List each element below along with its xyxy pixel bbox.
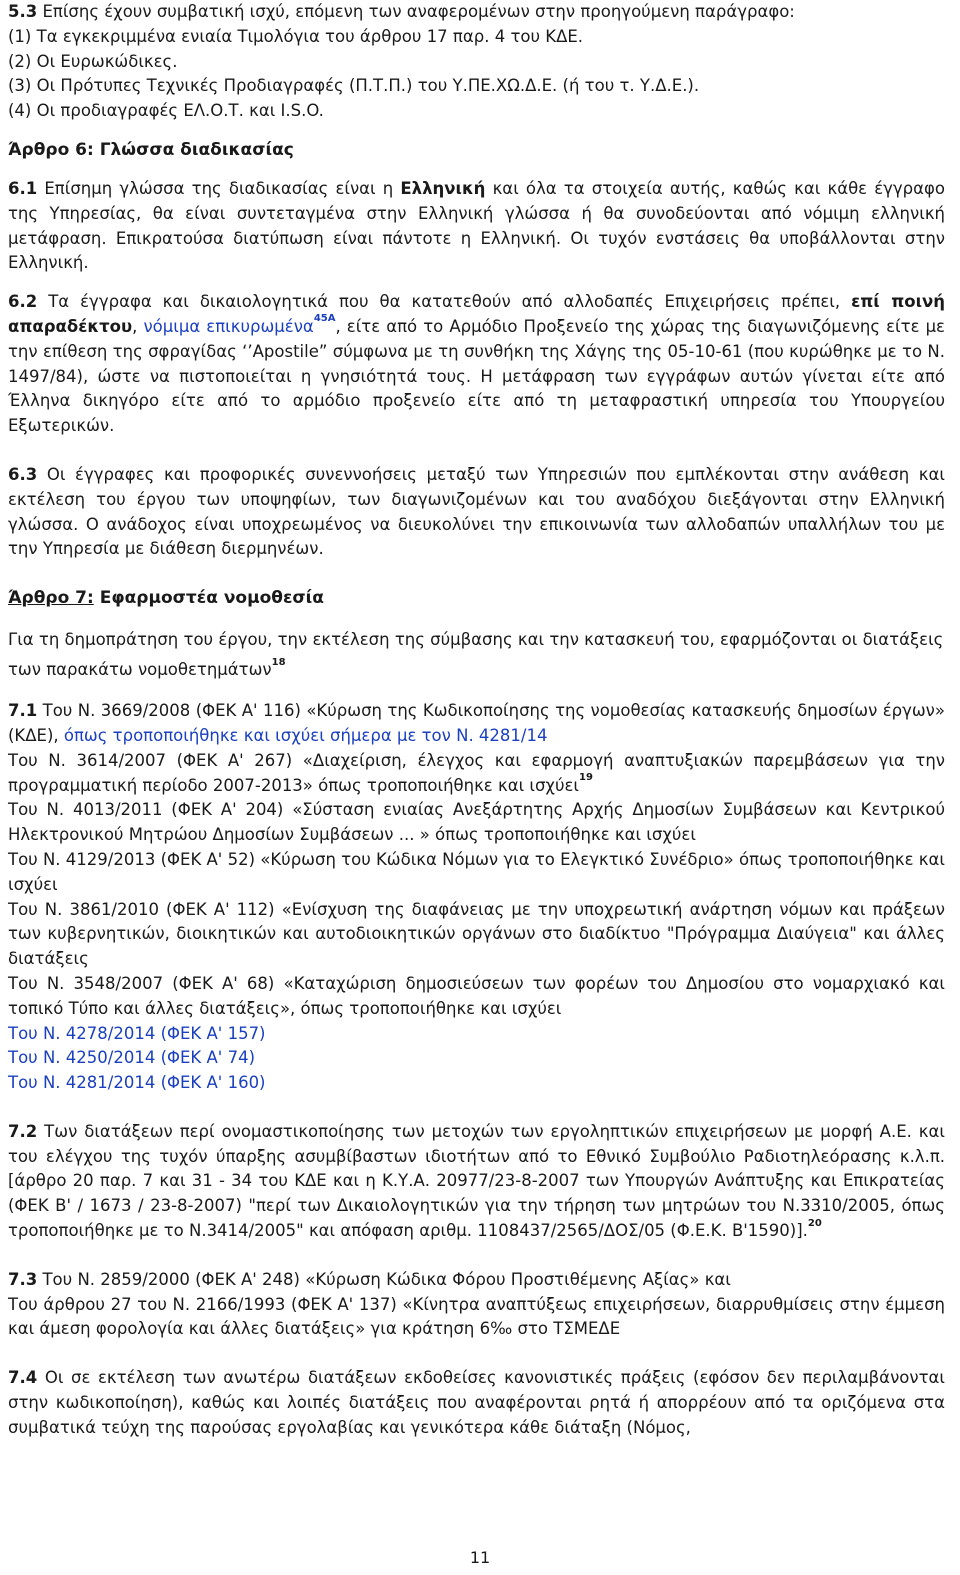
- paragraph-text: Επίσημη γλώσσα της διαδικασίας είναι η: [37, 178, 401, 198]
- paragraph-text: Του Ν. 2859/2000 (ΦΕΚ Α' 248) «Κύρωση Κώδικα Φόρου Προστιθέμενης Αξίας» και: [37, 1269, 731, 1289]
- law-text: Του Ν. 3548/2007 (ΦΕΚ Α' 68) «Καταχώριση δημοσιεύσεων των φορέων του Δημοσίου στο νομαρχιακό και τοπικό Τύπο και άλλες διατάξεις», όπως τροποποιήθηκε και ισχύει: [8, 973, 945, 1018]
- intro-list-item: (4) Οι προδιαγραφές ΕΛ.Ο.Τ. και I.S.O.: [8, 101, 324, 121]
- intro-list-item: (2) Οι Ευρωκώδικες.: [8, 51, 178, 71]
- section-number: 5.3: [8, 2, 38, 21]
- article-7-prefix: Άρθρο 7:: [8, 588, 94, 609]
- article-6-heading: [8, 138, 945, 163]
- article-7-title: Εφαρμοστέα νομοθεσία: [99, 588, 324, 609]
- paragraph-number: 7.3: [8, 1269, 38, 1289]
- footnote-ref[interactable]: 18: [271, 656, 286, 668]
- blue-law-item: Του Ν. 4281/2014 (ΦΕΚ Α' 160): [8, 1073, 266, 1093]
- law-list: [8, 749, 945, 1022]
- blue-law-list: [8, 1022, 945, 1096]
- paragraph-number: 6.2: [8, 292, 38, 312]
- bold-text: Ελληνική: [400, 178, 486, 198]
- paragraph-6-3: [8, 463, 945, 562]
- law-text: Του Ν. 4013/2011 (ΦΕΚ Α' 204) «Σύσταση ενιαίας Ανεξάρτητης Αρχής Δημοσίων Συμβάσεων και Κεντρικού Ηλεκτρονικού Μητρώου Δημοσίων Συμβάσεων ... » όπως τροποποιήθηκε και ισχύει: [8, 800, 945, 845]
- page-number: 11: [469, 1548, 491, 1567]
- paragraph-7-3: [8, 1268, 945, 1293]
- article-6-prefix: Άρθρο 6:: [8, 139, 94, 160]
- intro-list-item: (1) Τα εγκεκριμμένα ενιαία Τιμολόγια του άρθρου 17 παρ. 4 του ΚΔΕ.: [8, 26, 584, 46]
- paragraph-text: Οι σε εκτέλεση των ανωτέρω διατάξεων εκδοθείσες κανονιστικές πράξεις (εφόσον δεν περιλαμβάνονται στην κωδικοποίηση), καθώς και λοιπές διατάξεις που αναφέρονται ρητά ή απορρέουν από τα οριζόμενα στα συμβατικά τεύχη της παρούσας εργολαβίας και γενικότερα κάθε διάταξη (Νόμος,: [8, 1368, 945, 1437]
- footnote-ref[interactable]: 19: [579, 772, 593, 784]
- document-page: [8, 0, 945, 1441]
- article-6-title: Γλώσσα διαδικασίας: [99, 139, 294, 160]
- paragraph-7-2: [8, 1120, 945, 1244]
- paragraph-text: Τα έγγραφα και δικαιολογητικά που θα κατατεθούν από αλλοδαπές Επιχειρήσεις πρέπει,: [37, 292, 852, 312]
- footnote-ref[interactable]: 20: [807, 1217, 822, 1229]
- paragraph-7-4: [8, 1366, 945, 1440]
- footnote-ref[interactable]: 45Α: [313, 313, 336, 325]
- blue-highlight-text: όπως τροποποιήθηκε και ισχύει σήμερα με τον Ν. 4281/14: [63, 725, 548, 745]
- paragraph-6-2: [8, 290, 945, 439]
- paragraph-number: 7.2: [8, 1121, 38, 1141]
- intro-list-item: (3) Οι Πρότυπες Τεχνικές Προδιαγραφές (Π.Τ.Π.) του Υ.ΠΕ.ΧΩ.Δ.Ε. (ή του τ. Υ.Δ.Ε.).: [8, 76, 700, 96]
- law-item: [8, 749, 945, 799]
- law-text: Του Ν. 3614/2007 (ΦΕΚ Α' 267) «Διαχείριση, έλεγχος και εφαρμογή αναπτυξιακών παρεμβάσεων για την προγραμματική περίοδο 2007-2013» όπως τροποποιήθηκε και ισχύει: [8, 750, 945, 795]
- section-5-3-intro: [8, 0, 945, 25]
- law-text: Του Ν. 4129/2013 (ΦΕΚ Α' 52) «Κύρωση του Κώδικα Νόμων για το Ελεγκτικό Συνέδριο» όπως τροποποιήθηκε και ισχύει: [8, 849, 945, 894]
- law-item: [8, 898, 945, 972]
- paragraph-number: 6.1: [8, 178, 38, 198]
- paragraph-text: Του Ν. 3669/2008 (ΦΕΚ Α' 116) «Κύρωση της Κωδικοποίησης της νομοθεσίας κατασκευής δημοσίων έργων» (ΚΔΕ),: [8, 701, 945, 745]
- paragraph-text: , είτε από το Αρμόδιο Προξενείο της χώρας της διαγωνιζόμενης είτε με την επίθεση της σφραγίδας ‘’Apostile” σύμφωνα με τη συνθήκη της Χάγης της 05-10-61 (που κυρώθηκε με το Ν. 1497/84), ώστε να πιστοποιείται η γνησιότητά τους. Η μετάφραση των εγγράφων αυτών γίνεται είτε από Έλληνα δικηγόρο είτε από το αρμόδιο προξενείο είτε από τη μεταφραστική υπηρεσία του Υπουργείου Εξωτερικών.: [8, 316, 945, 436]
- paragraph-number: 7.4: [8, 1368, 38, 1388]
- paragraph-text: και όλα τα στοιχεία αυτής, καθώς και κάθε έγγραφο της Υπηρεσίας, θα είναι συντεταγμένα στην Ελληνική γλώσσα ή θα συνοδεύονται από νόμιμη ελληνική μετάφραση. Επικρατούσα διατύπωση είναι πάντοτε η Ελληνική. Οι τυχόν ενστάσεις θα υποβάλλονται στην Ελληνική.: [8, 178, 946, 273]
- law-item: [8, 972, 945, 1022]
- punctuation: ,: [132, 316, 144, 336]
- blue-highlight-text: νόμιμα επικυρωμένα: [143, 316, 314, 336]
- article-7-heading: [8, 586, 945, 611]
- law-text: Του Ν. 3861/2010 (ΦΕΚ Α' 112) «Ενίσχυση της διαφάνειας με την υποχρεωτική ανάρτηση νόμων και πράξεων των κυβερνητικών, διοικητικών και αυτοδιοικητικών οργάνων στο διαδίκτυο "Πρόγραμμα Διαύγεια" και άλλες διατάξεις: [8, 899, 945, 969]
- blue-law-item: Του Ν. 4278/2014 (ΦΕΚ Α' 157): [8, 1023, 266, 1043]
- paragraph-7-1: [8, 699, 945, 749]
- intro-list: [8, 25, 945, 124]
- law-item: [8, 798, 945, 848]
- blue-law-item: Του Ν. 4250/2014 (ΦΕΚ Α' 74): [8, 1048, 256, 1068]
- paragraph-text: Του άρθρου 27 του Ν. 2166/1993 (ΦΕΚ Α' 137) «Κίνητρα αναπτύξεως επιχειρήσεων, διαρρυθμίσεις στην έμμεση και άμεση φορολογία και άλλες διατάξεις» για κράτηση 6‰ στο ΤΣΜΕΔΕ: [8, 1294, 945, 1339]
- bold-text: επί ποινή απαραδέκτου: [8, 292, 946, 336]
- intro-text: Επίσης έχουν συμβατική ισχύ, επόμενη των αναφερομένων στην προηγούμενη παράγραφο:: [37, 2, 795, 21]
- paragraph-text: Των διατάξεων περί ονομαστικοποίησης των μετοχών των εργοληπτικών επιχειρήσεων με μορφή Α.Ε. και του ελέγχου της τυχόν ύπαρξης ασυμβίβαστων ιδιοτήτων από το Εθνικό Συμβούλιο Ραδιοτηλεόρασης κ.λ.π. [άρθρο 20 παρ. 7 και 31 - 34 του ΚΔΕ και η Κ.Υ.Α. 20977/23-8-2007 των Υπουργών Ανάπτυξης και Επικρατείας (ΦΕΚ Β' / 1673 / 23-8-2007) "περί των Δικαιολογητικών για την τήρηση των μητρώων του Ν.3310/2005, όπως τροποποιήθηκε με το Ν.3414/2005" και απόφαση αριθμ. 1108437/2565/ΔΟΣ/05 (Φ.Ε.Κ. Β'1590)].: [8, 1121, 945, 1241]
- article-7-intro: [8, 625, 945, 685]
- paragraph-6-1: [8, 177, 945, 276]
- paragraph-text: Για τη δημοπράτηση του έργου, την εκτέλεση της σύμβασης και την κατασκευή του, εφαρμόζονται οι διατάξεις των παρακάτω νομοθετημάτων: [8, 630, 944, 680]
- paragraph-7-3-b: [8, 1293, 945, 1343]
- paragraph-number: 6.3: [8, 464, 38, 484]
- paragraph-text: Οι έγγραφες και προφορικές συνεννοήσεις μεταξύ των Υπηρεσιών που εμπλέκονται στην ανάθεση και εκτέλεση του έργου των υποψηφίων, των διαγωνιζομένων και του αναδόχου διεξάγονται στην Ελληνική γλώσσα. Ο ανάδοχος είναι υποχρεωμένος να διευκολύνει την επικοινωνία των αλλοδαπών υπαλλήλων του με την Υπηρεσία με διάθεση διερμηνέων.: [8, 464, 945, 559]
- paragraph-number: 7.1: [8, 701, 38, 721]
- law-item: [8, 848, 945, 898]
